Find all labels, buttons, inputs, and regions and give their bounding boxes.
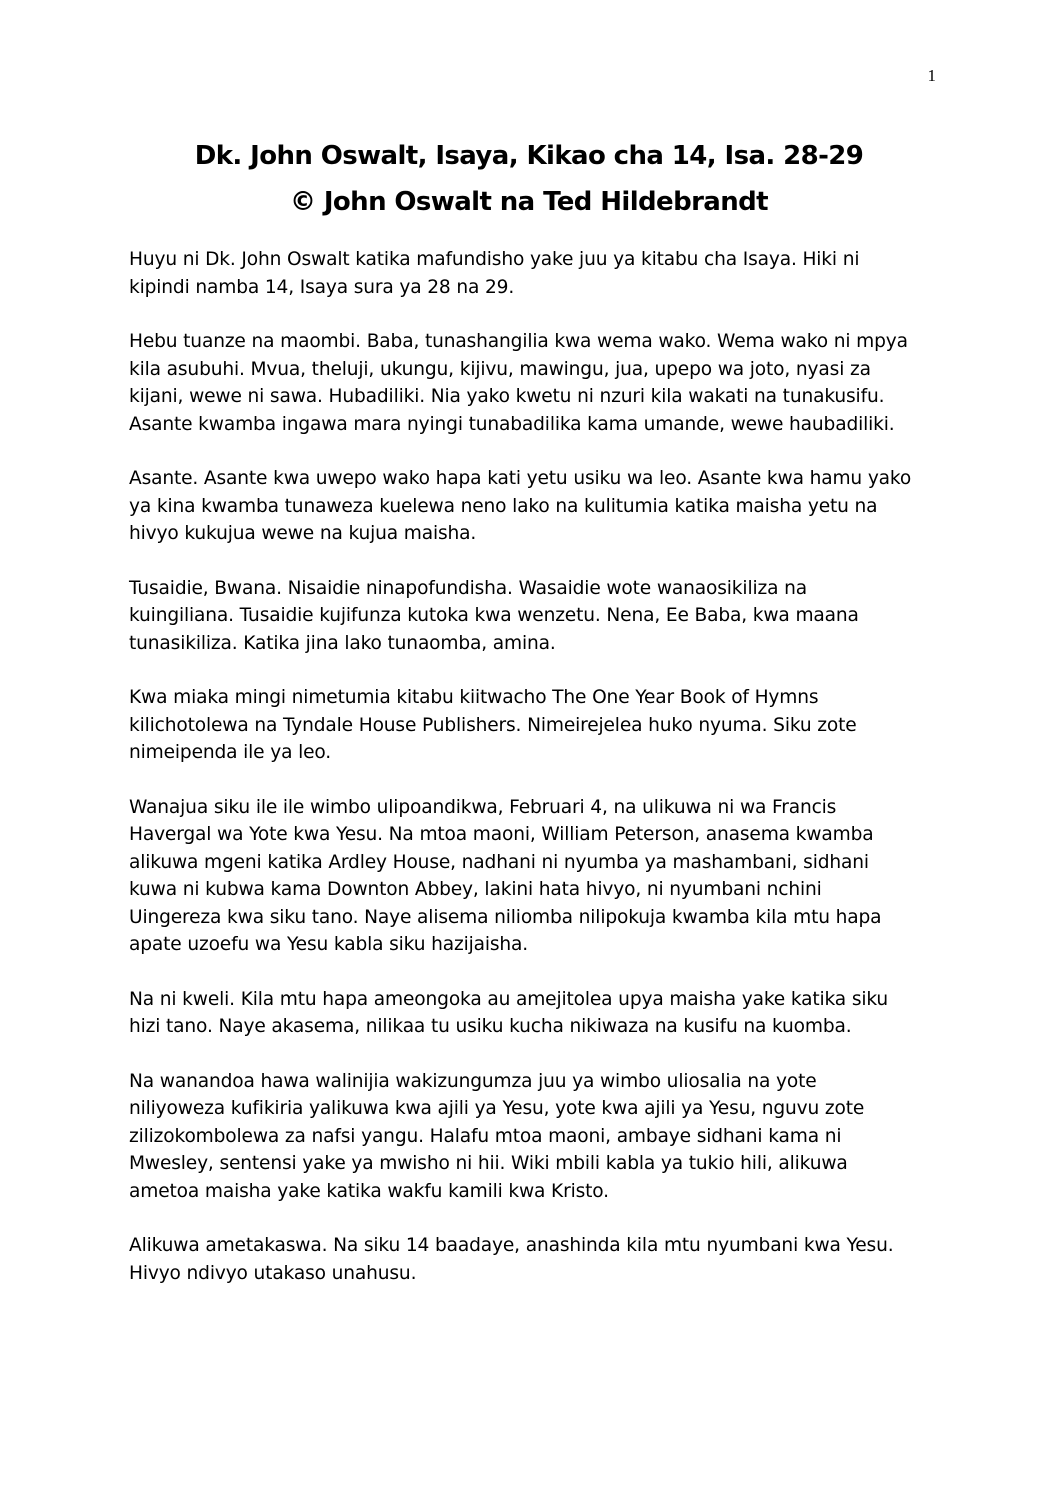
paragraph-line: Tusaidie, Bwana. Nisaidie ninapofundisha. Wasaidie wote wanaosikiliza na (129, 577, 807, 599)
paragraph-line: ametoa maisha yake katika wakfu kamili kwa Kristo. (129, 1180, 609, 1202)
paragraph-line: Asante. Asante kwa uwepo wako hapa kati yetu usiku wa leo. Asante kwa hamu yako (129, 468, 912, 489)
paragraph-line: zilizokombolewa za nafsi yangu. Halafu mtoa maoni, ambaye sidhani kama ni (129, 1125, 842, 1147)
paragraph (129, 328, 939, 438)
paragraph (129, 1068, 939, 1206)
document-body (129, 246, 939, 1314)
paragraph-line: Hebu tuanze na maombi. Baba, tunashangilia kwa wema wako. Wema wako ni mpya (129, 331, 908, 352)
paragraph-line: kilichotolewa na Tyndale House Publishers. Nimeirejelea huko nyuma. Siku zote (129, 714, 857, 736)
paragraph-line: Wanajua siku ile ile wimbo ulipoandikwa, Februari 4, na ulikuwa ni wa Francis (129, 796, 837, 818)
paragraph-line: Uingereza kwa siku tano. Naye alisema niliomba nilipokuja kwamba kila mtu hapa (129, 906, 882, 928)
paragraph-line: alikuwa mgeni katika Ardley House, nadhani ni nyumba ya mashambani, sidhani (129, 851, 869, 873)
paragraph (129, 465, 939, 548)
paragraph-line: Huyu ni Dk. John Oswalt katika mafundisho yake juu ya kitabu cha Isaya. Hiki ni (129, 249, 860, 270)
paragraph-line: Asante kwamba ingawa mara nyingi tunabadilika kama umande, wewe haubadiliki. (129, 413, 895, 435)
paragraph-line: Mwesley, sentensi yake ya mwisho ni hii. Wiki mbili kabla ya tukio hili, alikuwa (129, 1153, 848, 1174)
paragraph-line: hizi tano. Naye akasema, nilikaa tu usiku kucha nikiwaza na kusifu na kuomba. (129, 1016, 852, 1037)
paragraph-line: kuingiliana. Tusaidie kujifunza kutoka kwa wenzetu. Nena, Ee Baba, kwa maana (129, 605, 859, 626)
paragraph-line: kipindi namba 14, Isaya sura ya 28 na 29. (129, 276, 515, 298)
paragraph-line: kuwa ni kubwa kama Downton Abbey, lakini hata hivyo, ni nyumbani nchini (129, 879, 822, 900)
document-title (0, 133, 1058, 225)
paragraph-line: ya kina kwamba tunaweza kuelewa neno lako na kulitumia katika maisha yetu na (129, 495, 878, 517)
paragraph-line: apate uzoefu wa Yesu kabla siku hazijaisha. (129, 934, 529, 955)
paragraph-line: tunasikiliza. Katika jina lako tunaomba, amina. (129, 632, 556, 654)
paragraph-line: kijani, wewe ni sawa. Hubadiliki. Nia yako kwetu ni nzuri kila wakati na tunakusifu. (129, 386, 885, 407)
paragraph-line: Na wanandoa hawa walinijia wakizungumza juu ya wimbo uliosalia na yote (129, 1070, 817, 1092)
paragraph (129, 575, 939, 658)
paragraph (129, 794, 939, 959)
paragraph-line: Alikuwa ametakaswa. Na siku 14 baadaye, anashinda kila mtu nyumbani kwa Yesu. (129, 1235, 894, 1256)
paragraph-line: Hivyo ndivyo utakaso unahusu. (129, 1262, 417, 1284)
paragraph-line: Kwa miaka mingi nimetumia kitabu kiitwacho The One Year Book of Hymns (129, 687, 819, 708)
paragraph (129, 986, 939, 1041)
paragraph (129, 1232, 939, 1287)
paragraph-line: hivyo kukujua wewe na kujua maisha. (129, 523, 477, 544)
paragraph-line: niliyoweza kufikiria yalikuwa kwa ajili ya Yesu, yote kwa ajili ya Yesu, nguvu zote (129, 1098, 865, 1119)
title-line-2: © John Oswalt na Ted Hildebrandt (289, 187, 769, 217)
paragraph-line: Havergal wa Yote kwa Yesu. Na mtoa maoni, William Peterson, anasema kwamba (129, 824, 874, 845)
paragraph-line: kila asubuhi. Mvua, theluji, ukungu, kijivu, mawingu, jua, upepo wa joto, nyasi za (129, 358, 871, 380)
title-line-1: Dk. John Oswalt, Isaya, Kikao cha 14, Isa. 28-29 (194, 141, 864, 171)
paragraph-line: Na ni kweli. Kila mtu hapa ameongoka au amejitolea upya maisha yake katika siku (129, 988, 889, 1010)
paragraph-line: nimeipenda ile ya leo. (129, 742, 332, 763)
page-number: 1 (927, 66, 936, 85)
paragraph (129, 684, 939, 767)
paragraph (129, 246, 939, 301)
